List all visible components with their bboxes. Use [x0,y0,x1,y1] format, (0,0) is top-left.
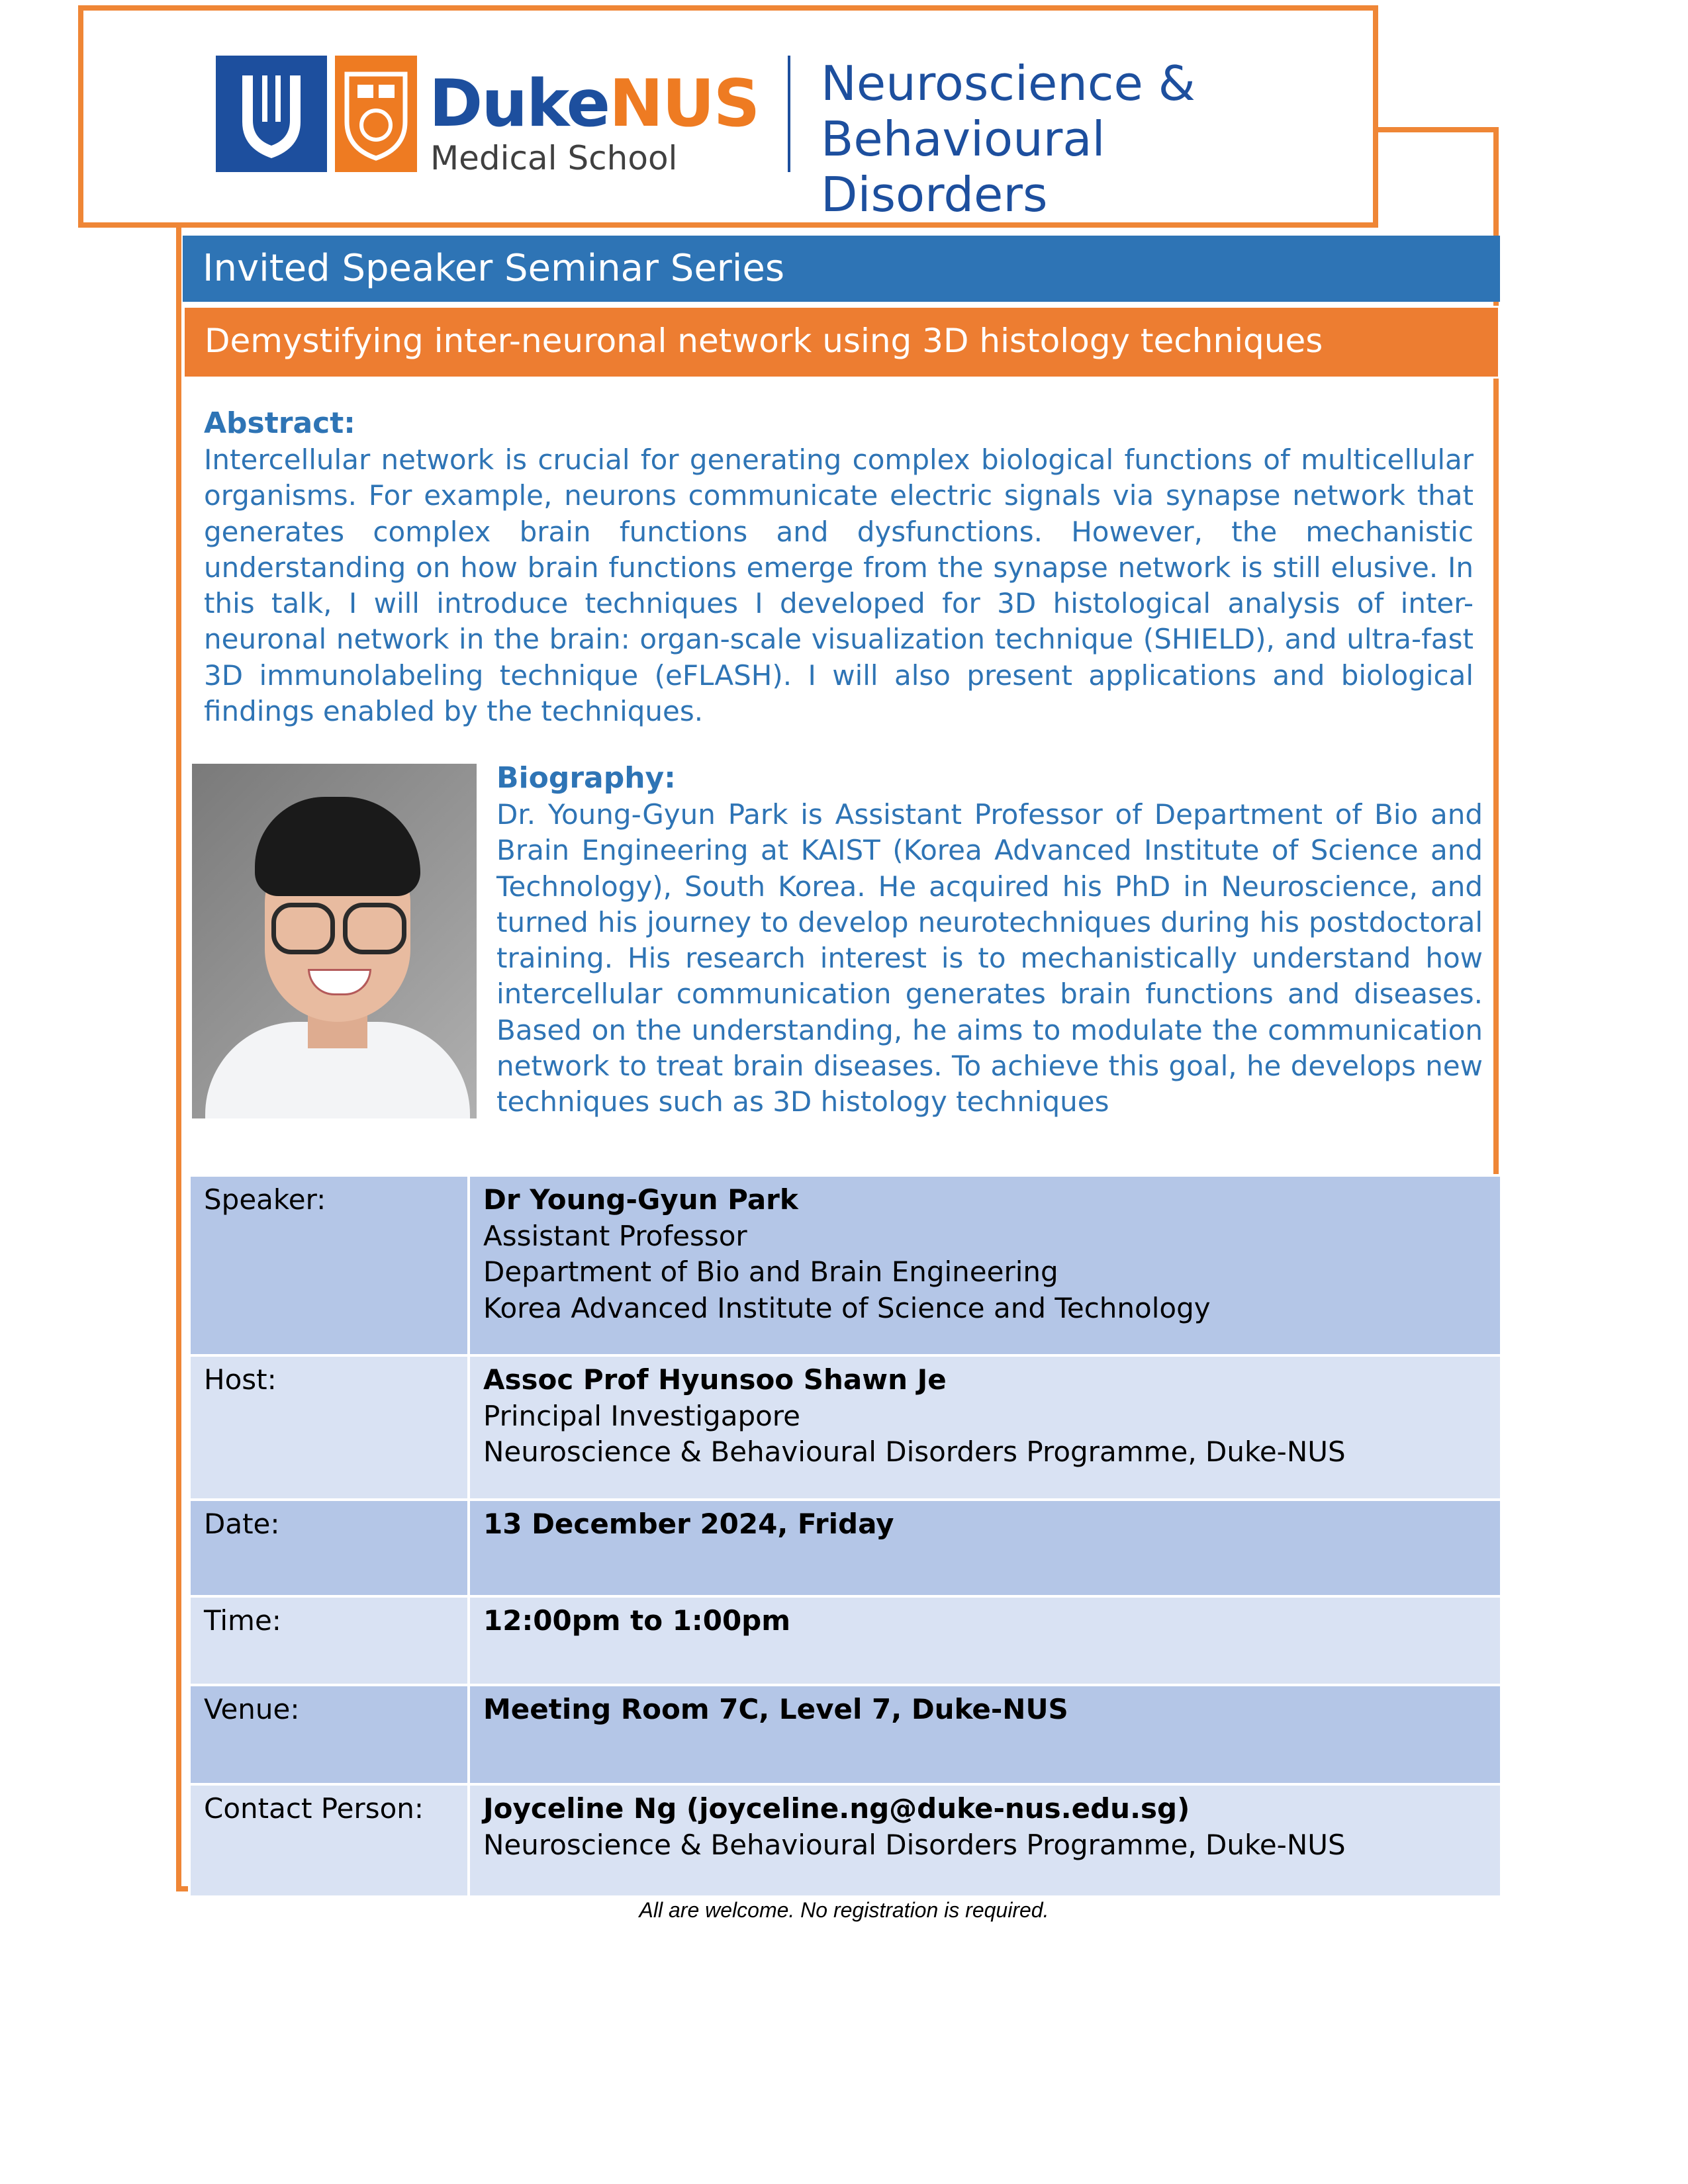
table-row-speaker [189,1175,1501,1355]
logo-divider [788,56,790,172]
table-row-venue [189,1685,1501,1784]
date-label: Date: [189,1500,469,1596]
biography-heading: Biography: [496,761,676,795]
footer-note: All are welcome. No registration is required. [639,1898,1049,1922]
contact-value [469,1784,1501,1897]
biography-text: Dr. Young-Gyun Park is Assistant Professor of Department of Bio and Brain Engineering at KAIST (Korea Advanced Institute of Science and Technology), South Korea. He acquired his PhD in Neuroscience, and turned his journey to develop neurotechniques during his postdoctoral training. His research interest is to mechanistically understand how intercellular communication generates brain functions and diseases. Based on the understanding, he aims to modulate the communication network to treat brain diseases. To achieve this goal, he develops new techniques such as 3D histology techniques [496,798,1483,1118]
speaker-department: Department of Bio and Brain Engineering [483,1255,1058,1288]
table-row-host [189,1355,1501,1500]
speaker-value [469,1175,1501,1355]
table-row-date [189,1500,1501,1596]
speaker-photo [192,764,477,1118]
date-value: 13 December 2024, Friday [469,1500,1501,1596]
host-name: Assoc Prof Hyunsoo Shawn Je [483,1363,947,1396]
abstract-heading: Abstract: [204,406,355,440]
host-title: Principal Investigapore [483,1399,800,1432]
speaker-label: Speaker: [189,1175,469,1355]
host-label: Host: [189,1355,469,1500]
host-value [469,1355,1501,1500]
nus-crest-icon [335,56,417,172]
speaker-title: Assistant Professor [483,1219,747,1252]
logo-subtitle: Medical School [430,139,678,177]
time-value: 12:00pm to 1:00pm [469,1596,1501,1685]
speaker-institution: Korea Advanced Institute of Science and Technology [483,1291,1211,1324]
table-row-time [189,1596,1501,1685]
talk-title: Demystifying inter-neuronal network using 3D histology techniques [183,306,1500,379]
duke-shield-icon [216,56,327,172]
series-title: Invited Speaker Seminar Series [183,236,1500,302]
seminar-details-table [188,1174,1503,1898]
contact-name: Joyceline Ng (joyceline.ng@duke-nus.edu.sg) [483,1792,1190,1825]
venue-label: Venue: [189,1685,469,1784]
abstract-text: Intercellular network is crucial for generating complex biological functions of multicellular organisms. For example, neurons communicate electric signals via synapse network that generates complex brain functions and dysfunctions. However, the mechanistic understanding on how brain functions emerge from the synapse network is still elusive. In this talk, I will introduce techniques I developed for 3D histological analysis of inter-neuronal network in the brain: organ-scale visualization technique (SHIELD), and ultra-fast 3D immunolabeling technique (eFLASH). I will also present applications and biological findings enabled by the techniques. [204,443,1474,728]
logo-wordmark: DukeNUS [429,66,759,142]
venue-value: Meeting Room 7C, Level 7, Duke-NUS [469,1685,1501,1784]
host-programme: Neuroscience & Behavioural Disorders Programme, Duke-NUS [483,1435,1346,1468]
contact-label: Contact Person: [189,1784,469,1897]
table-row-contact [189,1784,1501,1897]
time-label: Time: [189,1596,469,1685]
contact-programme: Neuroscience & Behavioural Disorders Programme, Duke-NUS [483,1828,1346,1861]
department-name: Neuroscience & Behavioural Disorders [821,56,1196,222]
speaker-name: Dr Young-Gyun Park [483,1183,798,1216]
